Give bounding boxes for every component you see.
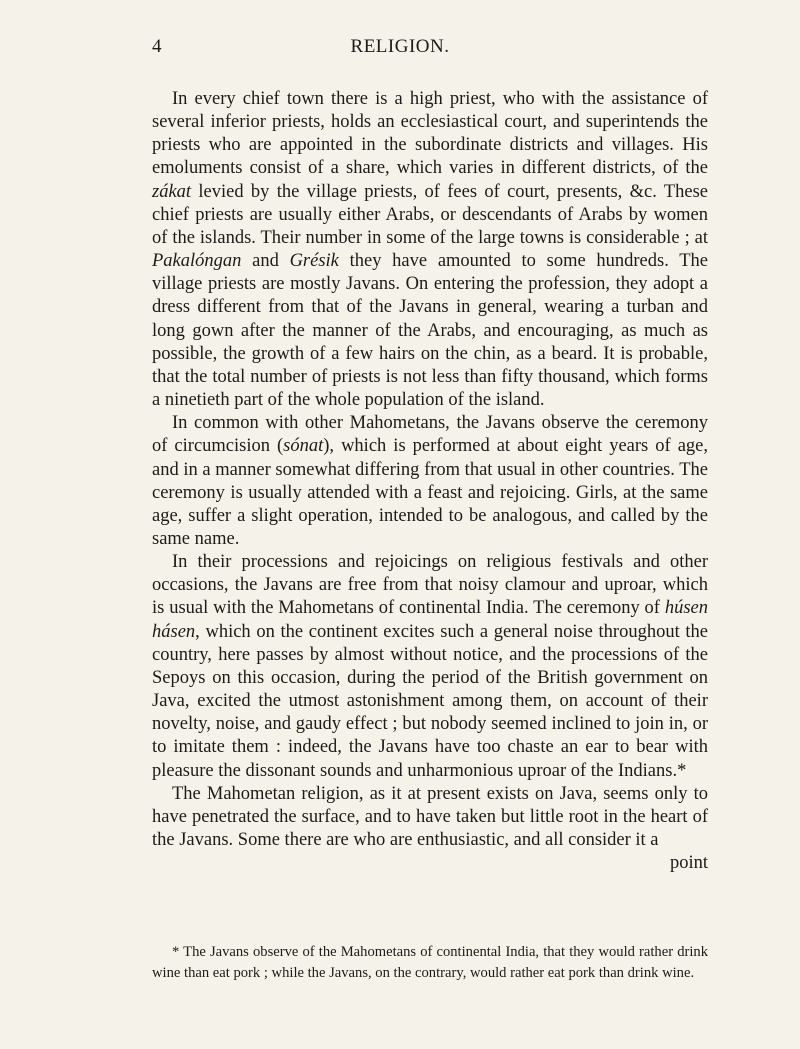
running-head: RELIGION. xyxy=(350,36,450,57)
page-number: 4 xyxy=(152,36,162,57)
italic-term: Grésik xyxy=(289,251,339,272)
text-run: In their processions and rejoicings on religious festivals and other occasions, the Javans are free from that noisy clamour and uproar, which is usual with the Mahometans of continental India. The ceremony of xyxy=(152,552,708,619)
paragraph xyxy=(152,783,708,852)
italic-term: zákat xyxy=(152,181,192,202)
italic-term: húsen hásen xyxy=(152,598,708,642)
body-text xyxy=(152,88,708,875)
text-run: levied by the village priests, of fees of court, presents, &c. These chief priests are usually either Arabs, or descendants of Arabs by women of the islands. Their number in some of the large towns is considerable ; at xyxy=(152,181,708,248)
footnote xyxy=(152,942,708,984)
italic-term: Pakalóngan xyxy=(152,251,242,272)
italic-term: sónat xyxy=(283,436,324,457)
text-run: they have amounted to some hundreds. The village priests are mostly Javans. On entering the profession, they adopt a dress different from that of the Javans in general, wearing a turban and long gown after the manner of the Arabs, and encouraging, as much as possible, the growth of a few hairs on the chin, as a beard. It is probable, that the total number of priests is not less than fifty thousand, which forms a ninetieth part of the whole population of the island. xyxy=(152,251,708,411)
paragraph xyxy=(152,412,708,551)
text-run: In every chief town there is a high priest, who with the assistance of several inferior priests, holds an ecclesiastical court, and superintends the priests who are appointed in the subordinate districts and villages. His emoluments consist of a share, which varies in different districts, of the xyxy=(152,89,708,179)
text-run: In common with other Mahometans, the Javans observe the ceremony of circumcision ( xyxy=(152,413,708,457)
paragraph xyxy=(152,88,708,412)
catchword: point xyxy=(669,853,708,874)
text-run: ), which is performed at about eight years of age, and in a manner somewhat differing from that usual in other countries. The ceremony is usually attended with a feast and rejoicing. Girls, at the same age, suffer a slight operation, intended to be analogous, and called by the same name. xyxy=(152,436,708,549)
text-run: The Mahometan religion, as it at present exists on Java, seems only to have penetrated the surface, and to have taken but little root in the heart of the Javans. Some there are who are enthusiastic, and all consider it a xyxy=(152,783,708,850)
text-run: and xyxy=(241,251,290,272)
text-run: , which on the continent excites such a general noise throughout the country, here passes by almost without notice, and the processions of the Sepoys on this occasion, during the period of the British government on Java, excited the utmost astonishment among them, on account of their novelty, noise, and gaudy effect ; but nobody seemed inclined to join in, or to imitate them : indeed, the Javans have too chaste an ear to bear with pleasure the dissonant sounds and unharmonious uproar of the Indians.* xyxy=(152,621,708,781)
footnote-text: * The Javans observe of the Mahometans of continental India, that they would rather drink wine than eat pork ; while the Javans, on the contrary, would rather eat pork than drink wine. xyxy=(152,944,708,981)
paragraph xyxy=(152,551,708,783)
page-header xyxy=(116,36,684,66)
